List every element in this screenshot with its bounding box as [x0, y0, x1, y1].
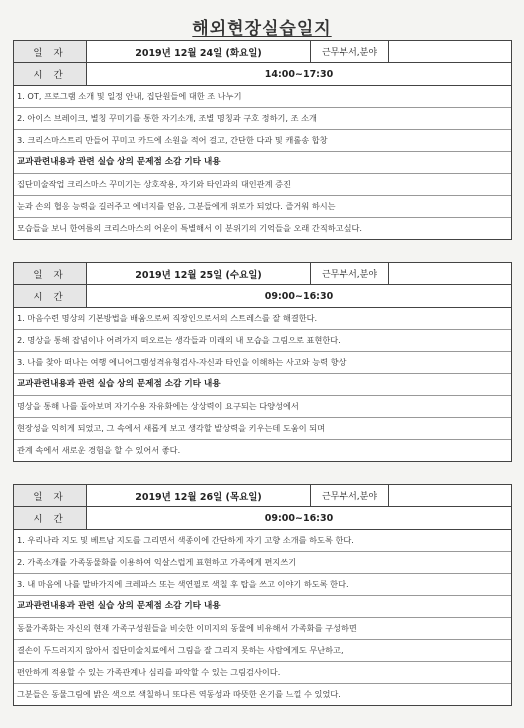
content-line: 그분들은 동물그림에 밝은 색으로 색칠하니 또다른 역동성과 따뜻한 온기를 느낄 수 있었다.	[17, 689, 341, 699]
content-line: 1. OT, 프로그램 소개 및 일정 안내, 집단원들에 대한 조 나누기	[14, 86, 511, 108]
content-line: 2. 가족소개를 가족동물화를 이용하여 익살스럽게 표현하고 가족에게 편지쓰기	[14, 552, 511, 574]
content-line: 명상을 통해 나를 돌아보며 자기수용 자유화에는 상상력이 요구되는 다양성에서	[14, 396, 511, 418]
dept-label: 근무부서,분야	[311, 485, 389, 506]
content-line: 모습들을 보니 한여름의 크리스마스의 어운이 특별해서 이 분위기의 기억들을 오래 간직하고싶다.	[17, 223, 362, 233]
date-label: 일 자	[14, 263, 87, 284]
time-value: 09:00~16:30	[264, 512, 334, 524]
dept-value	[389, 485, 511, 506]
reflection-heading: 교과관련내용과 관련 실습 상의 문제점 소감 기타 내용	[14, 374, 511, 396]
content-line: 2. 명상을 통해 잡념이나 어려가지 떠오르는 생각들과 미래의 내 모습을 그림으로 표현한다.	[14, 330, 511, 352]
date-row	[14, 263, 511, 285]
reflection-heading: 교과관련내용과 관련 실습 상의 문제점 소감 기타 내용	[14, 596, 511, 618]
dept-value	[389, 263, 511, 284]
page-title: 해외현장실습일지	[192, 19, 332, 39]
reflection-heading: 교과관련내용과 관련 실습 상의 문제점 소감 기타 내용	[14, 152, 511, 174]
content-line: 3. 내 마음에 나를 말바가지에 크레파스 또는 색연필로 색칠 후 탑을 쓰고 이야기 하도록 한다.	[14, 574, 511, 596]
content-line: 동물가족화는 자신의 현재 가족구성원들을 비슷한 이미지의 동물에 비유해서 가족화를 구성하면	[14, 618, 511, 640]
date-label: 일 자	[14, 485, 87, 506]
time-row	[14, 507, 511, 530]
date-row	[14, 41, 511, 63]
time-label: 시 간	[14, 63, 87, 85]
content-line: 1. 우리나라 지도 및 베트남 지도를 그리면서 색종이에 간단하게 자기 고향 소개를 하도록 한다.	[14, 530, 511, 552]
content-line: 눈과 손의 협응 능력을 길러주고 에너지를 얻음, 그분들에게 위로가 되었다. 즐거워 하시는	[14, 196, 511, 218]
date-label: 일 자	[14, 41, 87, 62]
date-row	[14, 485, 511, 507]
date-value: 2019년 12월 26일 (목요일)	[87, 485, 311, 506]
time-value: 14:00~17:30	[264, 68, 334, 80]
content-line: 1. 마음수련 명상의 기본방법을 배움으로써 직장인으로서의 스트레스를 잘 해결한다.	[14, 308, 511, 330]
dept-label: 근무부서,분야	[311, 263, 389, 284]
content-line: 3. 나를 찾아 떠나는 여행 에니어그램성격유형검사-자신과 타인을 이해하는 사고와 능력 향상	[14, 352, 511, 374]
time-label: 시 간	[14, 507, 87, 529]
content-line: 결손이 두드러지지 않아서 집단미술치료에서 그림을 잘 그리지 못하는 사람에게도 무난하고,	[14, 640, 511, 662]
time-row	[14, 285, 511, 308]
content-line: 집단미술작업 크리스마스 꾸미기는 상호작용, 자기와 타인과의 대인관계 증진	[14, 174, 511, 196]
time-value: 09:00~16:30	[264, 290, 334, 302]
content-line: 편안하게 적용할 수 있는 가족관계나 심리를 파악할 수 있는 그림검사이다.	[14, 662, 511, 684]
date-value: 2019년 12월 25일 (수요일)	[87, 263, 311, 284]
time-row	[14, 63, 511, 86]
journal-section-1	[13, 40, 512, 240]
content-line: 관계 속에서 새로운 경험을 할 수 있어서 좋다.	[17, 445, 181, 455]
journal-section-2	[13, 262, 512, 462]
content-line: 3. 크리스마스트리 만들어 꾸미고 카드에 소원을 적어 걸고, 간단한 다과 및 캐롤송 합창	[14, 130, 511, 152]
time-label: 시 간	[14, 285, 87, 307]
dept-label: 근무부서,분야	[311, 41, 389, 62]
content-line: 현장성을 익히게 되었고, 그 속에서 새롭게 보고 생각할 발상력을 키우는데 도움이 되며	[14, 418, 511, 440]
journal-section-3	[13, 484, 512, 706]
date-value: 2019년 12월 24일 (화요일)	[87, 41, 311, 62]
dept-value	[389, 41, 511, 62]
content-line: 2. 아이스 브레이크, 별칭 꾸미기를 통한 자기소개, 조별 명칭과 구호 정하기, 조 소개	[14, 108, 511, 130]
